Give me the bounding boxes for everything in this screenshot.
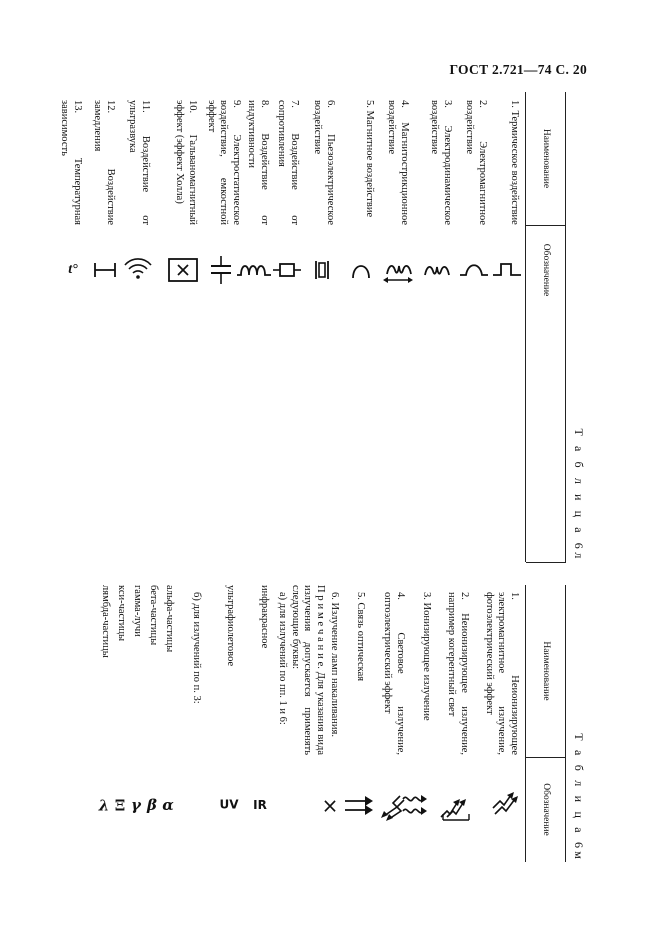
temperature-symbol: t° <box>68 262 78 277</box>
incandescent-radiation-icon <box>316 787 344 823</box>
table-6m-particle-lambda: лямбда-частицы <box>100 585 111 658</box>
table-6l-row-11: 11. Воздействие от ультразвука <box>127 100 151 225</box>
landscape-tables <box>58 92 588 862</box>
ir-symbol <box>250 787 270 823</box>
table-6m-particle-gamma: гамма-лучи <box>132 585 143 637</box>
page-header: ГОСТ 2.721—74 С. 20 <box>449 62 587 77</box>
resistance-effect-icon <box>271 252 303 288</box>
table-6l-row-6: 6. Пьезоэлектрическое воздействие <box>312 100 336 225</box>
piezoelectric-effect-icon <box>306 252 338 288</box>
table-6m-col-name: Наименование <box>541 641 551 701</box>
table-6m-col-symbol: Обозначение <box>541 783 551 836</box>
table-6m-particle-beta: бета-частицы <box>148 585 159 646</box>
table-6l-row-2: 2. Электромагнитное воздействие <box>464 100 488 225</box>
light-radiation-icon <box>374 787 408 823</box>
beta-symbol <box>143 787 161 823</box>
electrodynamic-effect-icon <box>420 252 454 288</box>
coherent-light-icon <box>438 785 474 825</box>
ir-symbol-text: IR <box>253 798 267 812</box>
inductance-effect-icon <box>236 248 272 292</box>
xi-symbol-text: Ξ <box>114 796 126 814</box>
table-6l-header-rule <box>525 92 526 562</box>
beta-symbol-text: β <box>147 796 157 814</box>
table-6m-particle-alpha: альфа-частицы <box>164 585 175 653</box>
hall-effect-icon <box>165 250 201 290</box>
table-6l-right-divider <box>526 562 566 563</box>
uv-symbol-text: UV <box>219 798 239 812</box>
table-6m-row-6: 6. Излучение ламп накаливания. <box>329 592 340 737</box>
table-6m-header-rule <box>525 585 526 862</box>
uv-symbol <box>218 787 240 823</box>
table-6l-row-10: 10. Гальваномагнитный эффект (эффект Холла) <box>174 100 198 225</box>
capacitive-effect-icon <box>204 252 238 288</box>
gamma-symbol-text: γ <box>131 796 141 814</box>
table-6l-row-1: 1. Термическое воздействие <box>509 100 520 225</box>
table-6l-row-7: 7. Воздействие от сопротивления <box>276 100 300 225</box>
temperature-dependence-icon <box>60 252 86 288</box>
table-6m-top-rule <box>565 585 566 862</box>
table-6l-caption: Т а б л и ц а 6л <box>572 428 586 562</box>
lambda-symbol-text: λ <box>98 796 110 814</box>
magnetostrictive-effect-icon <box>380 250 416 290</box>
gamma-symbol <box>127 787 145 823</box>
table-6m-ir-label: инфракрасное <box>259 585 270 649</box>
alpha-symbol-text: α <box>162 795 174 814</box>
table-6l-row-3: 3. Электродинамическое воздействие <box>429 100 453 225</box>
table-6l-col-name: Наименование <box>541 128 551 189</box>
table-6m-uv-label: ультрафиолетовое <box>225 585 236 667</box>
delay-effect-icon <box>88 252 120 288</box>
table-6l-row-13: 13. Температурная зависимость <box>59 100 83 225</box>
table-6l-col-symbol: Обозначение <box>541 243 551 297</box>
electromagnetic-effect-icon <box>458 252 490 288</box>
incandescent-symbol: × <box>321 792 339 817</box>
table-6l-row-8: 8. Воздействие от индуктивности <box>246 100 270 225</box>
table-6l-top-rule <box>565 92 566 562</box>
table-6m-note: П р и м е ч а н и е. Для указания вида излучения допускается применять следующие буквы: <box>290 585 326 755</box>
table-6m-row-3: 3. Ионизирующее излучение <box>421 592 432 721</box>
table-6m-particle-xi: кси-частицы <box>116 585 127 642</box>
table-6m-row-2: 2. Неионизирующее излучение, например когерентный свет <box>446 592 470 755</box>
thermal-effect-icon <box>492 252 522 288</box>
magnetic-effect-icon <box>346 252 376 288</box>
optical-coupling-icon <box>344 785 372 825</box>
table-6m-sub-a: а) для излучений по пп. 1 и 6: <box>277 592 288 725</box>
table-6m-sub-b: б) для излучений по п. 3: <box>191 592 202 704</box>
ultrasound-effect-icon <box>122 252 154 288</box>
table-6m-row-5: 5. Связь оптическая <box>355 592 366 682</box>
alpha-symbol <box>159 787 177 823</box>
xi-symbol <box>111 787 129 823</box>
table-6m-row-4: 4. Световое излучение, оптоэлектрический эффект <box>382 592 406 755</box>
table-6l-row-4: 4. Магнитострикционное воздействие <box>386 100 410 225</box>
table-6m-row-1: 1. Неионизирующее электромагнитное излучение, фотоэлектрический эффект <box>484 592 520 755</box>
table-6l-row-9: 9. Электростатическое воздействие, емкостной эффект <box>206 100 242 225</box>
table-6l-row-5: 5. Магнитное воздействие <box>364 100 375 218</box>
table-6m-caption: Т а б л и ц а 6м <box>572 733 586 862</box>
table-6l-row-12: 12. Воздействие замедления <box>92 100 116 225</box>
nonionizing-radiation-icon <box>490 787 522 823</box>
lambda-symbol <box>95 787 113 823</box>
